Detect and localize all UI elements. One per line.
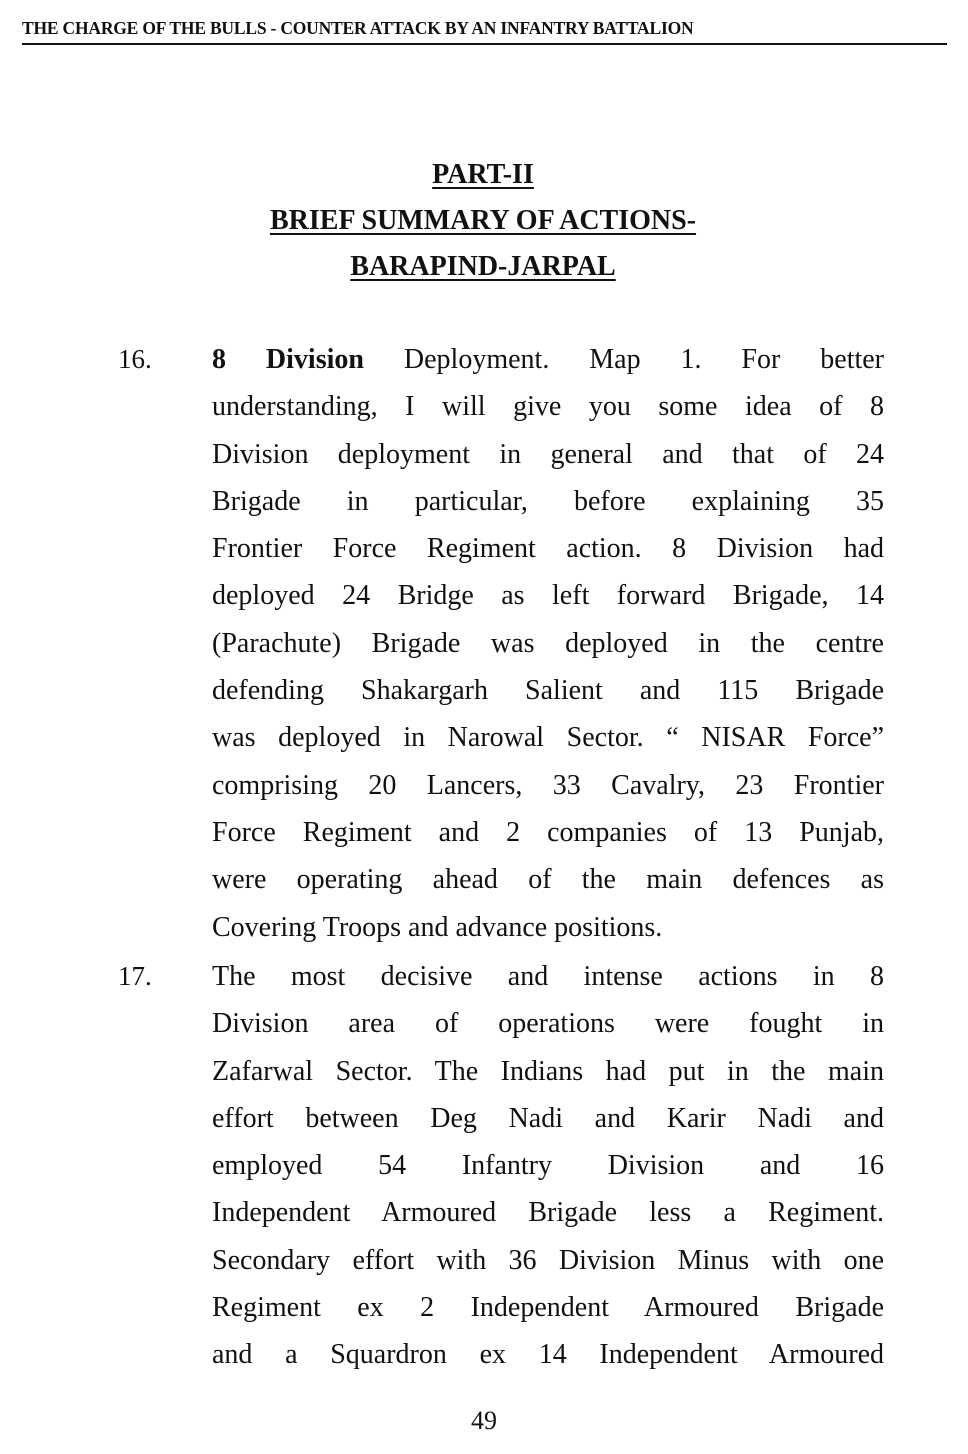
paragraph-line: (Parachute) Brigade was deployed in the centre [212, 627, 884, 659]
paragraph-line: defending Shakargarh Salient and 115 Brigade [212, 675, 884, 707]
running-header [22, 18, 947, 45]
paragraph-line: and a Squardron ex 14 Independent Armoured [212, 1339, 884, 1371]
bold-lead: 8 Division [212, 344, 364, 375]
paragraph-body [212, 336, 884, 951]
running-header-text: THE CHARGE OF THE BULLS - COUNTER ATTACK BY AN INFANTRY BATTALION [22, 18, 694, 38]
paragraph-line: 8 Division Deployment. Map 1. For better [212, 344, 885, 375]
paragraph-line: Division deployment in general and that of 24 [212, 438, 884, 470]
location-title: BARAPIND-JARPAL [350, 251, 616, 282]
paragraph-body [212, 953, 884, 1379]
paragraph-line: Brigade in particular, before explaining 35 [212, 485, 884, 517]
paragraph-line: comprising 20 Lancers, 33 Cavalry, 23 Frontier [212, 769, 884, 801]
paragraph-line: was deployed in Narowal Sector. “ NISAR Force” [212, 722, 884, 754]
paragraph-line: Independent Armoured Brigade less a Regiment. [212, 1197, 884, 1229]
paragraph-number: 16. [118, 344, 152, 374]
paragraph-line: Force Regiment and 2 companies of 13 Punjab, [212, 816, 884, 848]
paragraph-line: Division area of operations were fought in [212, 1008, 884, 1040]
paragraph-line: The most decisive and intense actions in 8 [212, 961, 884, 992]
paragraph-line: Frontier Force Regiment action. 8 Division had [212, 533, 884, 565]
paragraph-line: Secondary effort with 36 Division Minus with one [212, 1244, 884, 1276]
paragraph-line: deployed 24 Bridge as left forward Brigade, 14 [212, 580, 884, 612]
page-number: 49 [471, 1406, 497, 1435]
paragraph-number: 17. [118, 961, 152, 991]
paragraph-line: Zafarwal Sector. The Indians had put in the main [212, 1055, 884, 1087]
paragraph-line: understanding, I will give you some idea of 8 [212, 391, 884, 423]
part-title: PART-II [432, 159, 534, 190]
paragraph-line: Covering Troops and advance positions. [212, 911, 663, 943]
paragraph-line: employed 54 Infantry Division and 16 [212, 1150, 884, 1182]
summary-title: BRIEF SUMMARY OF ACTIONS- [269, 205, 697, 236]
paragraph-line: Regiment ex 2 Independent Armoured Brigade [212, 1292, 884, 1324]
paragraph-line: were operating ahead of the main defences as [212, 864, 884, 896]
paragraph-line: effort between Deg Nadi and Karir Nadi and [212, 1102, 884, 1134]
section-titles [0, 152, 968, 290]
